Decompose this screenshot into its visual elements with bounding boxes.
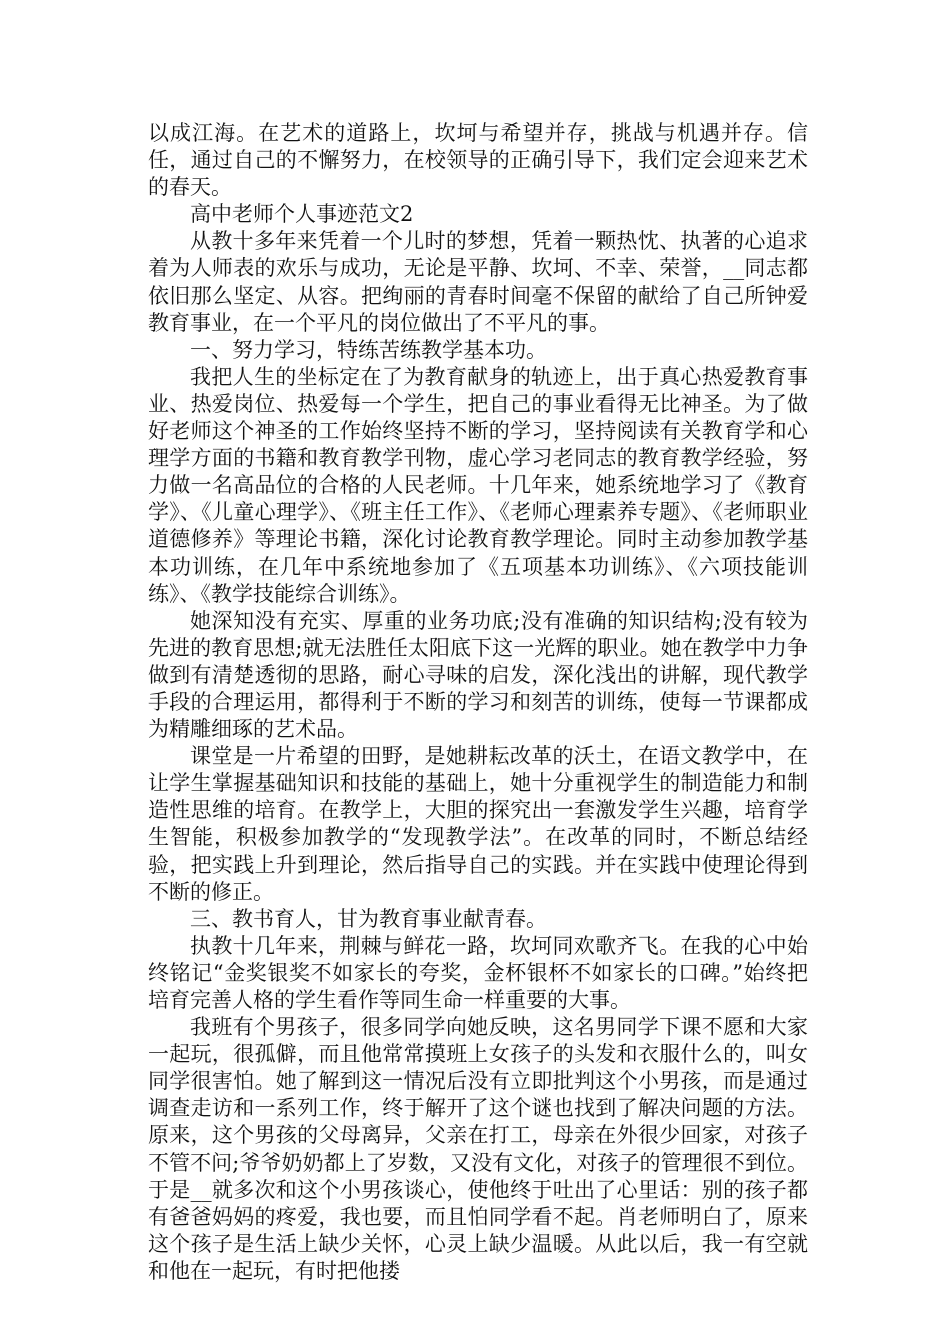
- paragraph: 执教十几年来，荆棘与鲜花一路，坎坷同欢歌齐飞。在我的心中始终铭记“金奖银奖不如家长的夸奖，金杯银杯不如家长的口碑。”始终把培育完善人格的学生看作等同生命一样重要的大事。: [148, 933, 808, 1012]
- section-heading: 高中老师个人事迹范文2: [190, 202, 414, 227]
- paragraph: 我把人生的坐标定在了为教育献身的轨迹上，出于真心热爱教育事业、热爱岗位、热爱每一个学生，把自己的事业看得无比神圣。为了做好老师这个神圣的工作始终坚持不断的学习，坚持阅读有关教育学和心理学方面的书籍和教育教学刊物，虚心学习老同志的教育教学经验，努力做一名高品位的合格的人民老师。十几年来，她系统地学习了《教育学》、《儿童心理学》、《班主任工作》、《老师心理素养专题》、《老师职业道德修养》等理论书籍，深化讨论教育教学理论。同时主动参加教学基本功训练，在几年中系统地参加了《五项基本功训练》、《六项技能训练》、《教学技能综合训练》。: [148, 364, 808, 606]
- document-page: [148, 120, 808, 1285]
- section-heading: 一、努力学习，特练苦练教学基本功。: [190, 337, 547, 362]
- paragraph: 她深知没有充实、厚重的业务功底;没有准确的知识结构;没有较为先进的教育思想;就无法胜任太阳底下这一光辉的职业。她在教学中力争做到有清楚透彻的思路，耐心寻味的启发，深化浅出的讲解，现代教学手段的合理运用，都得利于不断的学习和刻苦的训练，使每一节课都成为精雕细琢的艺术品。: [148, 608, 808, 742]
- section-heading: 三、教书育人，甘为教育事业献青春。: [190, 906, 547, 931]
- paragraph: 课堂是一片希望的田野，是她耕耘改革的沃土，在语文教学中，在让学生掌握基础知识和技能的基础上，她十分重视学生的制造能力和制造性思维的培育。在教学上，大胆的探究出一套激发学生兴趣，培育学生智能，积极参加教学的“发现教学法”。在改革的同时，不断总结经验，把实践上升到理论，然后指导自己的实践。并在实践中使理论得到不断的修正。: [148, 744, 808, 904]
- paragraph: 以成江海。在艺术的道路上，坎坷与希望并存，挑战与机遇并存。信任，通过自己的不懈努力，在校领导的正确引导下，我们定会迎来艺术的春天。: [148, 121, 808, 200]
- paragraph: 从教十多年来凭着一个儿时的梦想，凭着一颗热忱、执著的心追求着为人师表的欢乐与成功，无论是平静、坎坷、不幸、荣誉，__同志都依旧那么坚定、从容。把绚丽的青春时间毫不保留的献给了自己所钟爱教育事业，在一个平凡的岗位做出了不平凡的事。: [148, 229, 808, 335]
- paragraph: 我班有个男孩子，很多同学向她反映，这名男同学下课不愿和大家一起玩，很孤僻，而且他常常摸班上女孩子的头发和衣服什么的，叫女同学很害怕。她了解到这一情况后没有立即批判这个小男孩，而是通过调查走访和一系列工作，终于解开了这个谜也找到了解决问题的方法。原来，这个男孩的父母离异，父亲在打工，母亲在外很少回家，对孩子不管不问;爷爷奶奶都上了岁数，又没有文化，对孩子的管理很不到位。于是__就多次和这个小男孩谈心，使他终于吐出了心里话：别的孩子都有爸爸妈妈的疼爱，我也要，而且怕同学看不起。肖老师明白了，原来这个孩子是生活上缺少关怀，心灵上缺少温暖。从此以后，我一有空就和他在一起玩，有时把他搂: [148, 1015, 808, 1283]
